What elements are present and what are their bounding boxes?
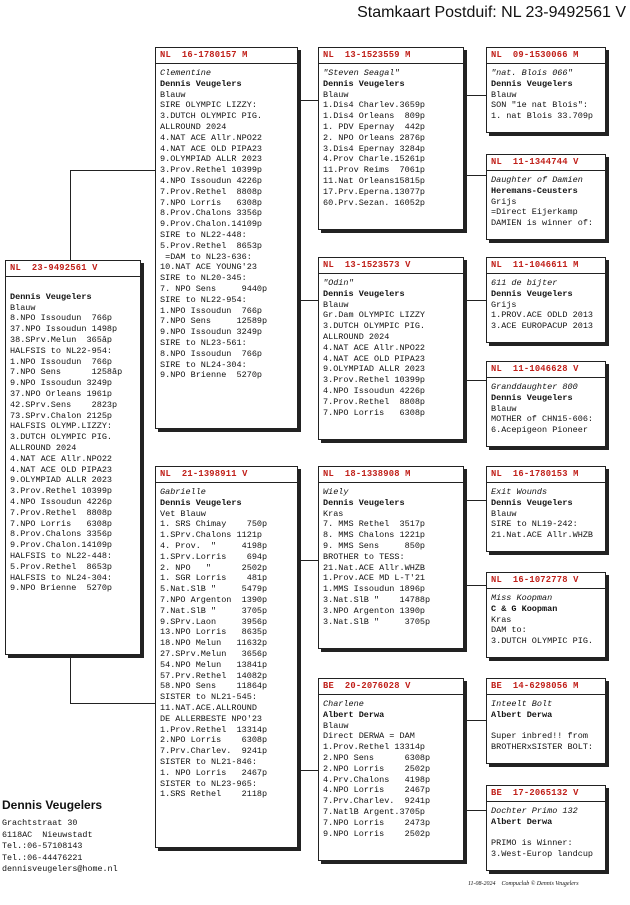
result-line: SISTER to NL21-545: [160, 692, 257, 703]
connector-line [466, 585, 486, 586]
result-line: HALFSIS to NL24-304: [10, 572, 113, 583]
result-line: SIRE to NL24-304: [160, 359, 247, 370]
result-line: 8. MMS Chalons 1221p [323, 530, 426, 541]
result-line: 9.OLYMPIAD ALLR 2023 [323, 364, 426, 375]
pigeon-color: Blauw [491, 403, 517, 414]
result-line: 1.SPrv.Lorris 694p [160, 551, 268, 562]
result-line: 38.SPrv.Melun 365âp [10, 334, 113, 345]
result-line: 54.NPO Melun 13841p [160, 659, 268, 670]
ring-number: NL 16-1780157 M [156, 50, 297, 64]
result-line: 4. Prov. " 4198p [160, 540, 268, 551]
ring-number: NL 13-1523573 V [319, 260, 463, 274]
result-line: 4.NAT ACE Allr.NPO22 [10, 453, 113, 464]
result-line: 13.NPO Lorris 8635p [160, 627, 268, 638]
owner-phone-2: Tel.:06-44476221 [2, 852, 83, 863]
result-line: 1.Prov.Rethel 13314p [323, 742, 426, 753]
connector-line [466, 380, 486, 381]
pigeon-color: Blauw [491, 508, 517, 519]
result-line: 1.NPO Issoudun 766p [10, 356, 113, 367]
breeder-name: Albert Derwa [491, 816, 553, 827]
result-line: 9.Prov.Chalon.14109p [160, 219, 263, 230]
result-line: 4.NAT ACE Allr.NPO22 [323, 342, 426, 353]
result-line: 57.Prv.Rethel 14082p [160, 670, 268, 681]
result-line: 7.Nat.SlB " 3705p [160, 605, 268, 616]
ring-number: NL 21-1398911 V [156, 469, 297, 483]
result-line: 42.SPrv.Sens 2823p [10, 399, 118, 410]
pigeon-color: Blauw [10, 302, 36, 313]
ring-number: NL 18-1338908 M [319, 469, 463, 483]
result-line: 1. SGR Lorris 481p [160, 573, 268, 584]
result-line: 2.NPO Lorris 2502p [323, 763, 431, 774]
pigeon-name: Charlene [323, 699, 364, 709]
result-line: HALFSIS to NL22-448: [10, 550, 113, 561]
pigeon-card-dam-sire-sire [486, 466, 606, 552]
connector-line [70, 655, 71, 703]
ring-number: NL 16-1780153 M [487, 469, 605, 483]
result-line: 8.NPO Issoudun 766p [10, 313, 113, 324]
pigeon-card-sire-sire-sire [486, 47, 606, 133]
result-line: 5.Prov.Rethel 8653p [10, 561, 113, 572]
pigeon-name: Dochter Primo 132 [491, 806, 578, 816]
pigeon-card-dam-dam-sire [486, 678, 606, 764]
ring-number: NL 09-1530066 M [487, 50, 605, 64]
ring-number: NL 11-1344744 V [487, 157, 605, 171]
ring-number: BE 20-2076028 V [319, 681, 463, 695]
pigeon-card-dam-dam [318, 678, 464, 861]
pigeon-name: Miss Koopman [491, 593, 553, 603]
result-line: 37.NPO Issoudun 1498p [10, 324, 118, 335]
pigeon-color: Blauw [323, 720, 349, 731]
pigeon-name: Inteelt Bolt [491, 699, 553, 709]
result-line: 7.NPO Lorris 6308p [160, 197, 263, 208]
result-line: 1. NPO Lorris 2467p [160, 767, 268, 778]
owner-phone-1: Tel.:06-57108143 [2, 841, 83, 852]
pigeon-color: Vet Blauw [160, 508, 206, 519]
result-line: Super inbred!! from [491, 731, 588, 742]
pigeon-name: "Odin" [323, 278, 354, 288]
breeder-name: Dennis Veugelers [323, 78, 405, 89]
result-line: 3.Dis4 Epernay 3284p [323, 143, 426, 154]
result-line: 6.Acepigeon Pioneer [491, 425, 588, 436]
result-line: DAM to: [491, 625, 527, 636]
breeder-name: Dennis Veugelers [491, 392, 573, 403]
connector-line [466, 300, 486, 301]
page-title: Stamkaart Postduif: NL 23-9492561 V [357, 4, 626, 21]
result-line: 3.DUTCH OLYMPIC PIG. [323, 321, 426, 332]
result-line: SIRE to NL23-561: [160, 337, 247, 348]
result-line: 1. nat Blois 33.709p [491, 111, 594, 122]
pigeon-card-sire [155, 47, 298, 429]
breeder-name: Heremans-Ceusters [491, 185, 578, 196]
result-line: 4.NPO Issoudun 4226p [160, 175, 263, 186]
result-line: 7.NPO Lorris 2473p [323, 817, 431, 828]
result-line: 3.DUTCH OLYMPIC PIG. [10, 432, 113, 443]
result-line: 7.NatlB Argent.3705p [323, 806, 426, 817]
result-line: 4.NAT ACE OLD PIPA23 [160, 143, 263, 154]
pigeon-color: Blauw [323, 299, 349, 310]
breeder-name: Dennis Veugelers [323, 497, 405, 508]
result-line: 1. PDV Epernay 442p [323, 121, 426, 132]
owner-postcode: 6118AC Nieuwstadt [2, 829, 93, 840]
ring-number: NL 11-1046628 V [487, 364, 605, 378]
result-line: MOTHER of CHN15-606: [491, 414, 594, 425]
result-line: 3.DUTCH OLYMPIC PIG. [491, 636, 594, 647]
breeder-name: Dennis Veugelers [491, 497, 573, 508]
pigeon-card-dam [155, 466, 298, 848]
result-line: 7.Prv.Charlev. 9241p [160, 746, 268, 757]
result-line: 60.Prv.Sezan. 16052p [323, 197, 426, 208]
pigeon-name: Clementine [160, 68, 212, 78]
pigeon-color: Blauw [160, 89, 186, 100]
breeder-name: Albert Derwa [323, 709, 385, 720]
result-line: 3.DUTCH OLYMPIC PIG. [160, 111, 263, 122]
result-line: 4.NPO Issoudun 4226p [323, 385, 426, 396]
pigeon-color: Grijs [491, 299, 517, 310]
connector-line [466, 175, 486, 176]
result-line: 3.Nat.SlB " 3705p [323, 616, 431, 627]
result-line: BROTHERxSISTER BOLT: [491, 742, 594, 753]
result-line: 3.Prov.Rethel 10399p [10, 486, 113, 497]
owner-address: Grachtstraat 30 [2, 818, 78, 828]
result-line: SIRE to NL19-242: [491, 519, 578, 530]
result-line: 7.NPO Argenton 1390p [160, 594, 268, 605]
ring-number: NL 16-1072778 V [487, 575, 605, 589]
result-line: 4.NAT ACE OLD PIPA23 [10, 464, 113, 475]
connector-line [296, 100, 318, 101]
result-line: 58.NPO Sens 11864p [160, 681, 268, 692]
breeder-name: Dennis Veugelers [323, 288, 405, 299]
pigeon-card-main [5, 260, 141, 655]
owner-name: Dennis Veugelers [2, 798, 103, 812]
result-line: 1. SRS Chimay 750p [160, 519, 268, 530]
pigeon-name [10, 281, 136, 292]
result-line: 9.NPO Lorris 2502p [323, 828, 431, 839]
result-line: 27.SPrv.Melun 3656p [160, 648, 268, 659]
ring-number: NL 13-1523559 M [319, 50, 463, 64]
result-line: 8.NPO Issoudun 766p [160, 348, 263, 359]
ring-number: BE 17-2065132 V [487, 788, 605, 802]
result-line: Gr.Dam OLYMPIC LIZZY [323, 310, 426, 321]
result-line: 9.OLYMPIAD ALLR 2023 [10, 475, 113, 486]
pigeon-name: "nat. Blois 066" [491, 68, 573, 78]
result-line: 73.SPrv.Chalon 2125p [10, 410, 113, 421]
connector-line [466, 95, 486, 96]
pigeon-card-dam-sire [318, 466, 464, 649]
pigeon-color: Kras [491, 614, 512, 625]
result-line: 21.Nat.ACE Allr.WHZB [323, 562, 426, 573]
connector-line [70, 170, 71, 263]
pigeon-card-dam-dam-dam [486, 785, 606, 871]
result-line: 21.Nat.ACE Allr.WHZB [491, 530, 594, 541]
result-line: 4.Prv.Chalons 4198p [323, 774, 431, 785]
result-line: 1.PROV.ACE ODLD 2013 [491, 310, 594, 321]
pigeon-color: Kras [323, 508, 344, 519]
result-line: 7.NPO Sens 12589p [160, 316, 268, 327]
result-line: ALLROUND 2024 [323, 331, 390, 342]
pigeon-name: "Steven Seagal" [323, 68, 400, 78]
pigeon-name: Gabrielle [160, 487, 206, 497]
connector-line [466, 720, 486, 721]
result-line: 11.NAT.ACE.ALLROUND [160, 702, 257, 713]
connector-line [296, 300, 318, 301]
result-line: 4.NPO Lorris 2467p [323, 785, 431, 796]
result-line: 11.Nat Orleans15815p [323, 175, 426, 186]
result-line: 11.Prov Reims 7061p [323, 165, 426, 176]
pigeon-name: Granddaughter 800 [491, 382, 578, 392]
result-line: 3.Prov.Rethel 10399p [160, 165, 263, 176]
result-line: ALLROUND 2024 [10, 442, 77, 453]
pigeon-color: Blauw [491, 89, 517, 100]
result-line: 5.Nat.SlB " 5479p [160, 584, 268, 595]
result-line: 7.NPO Lorris 6308p [323, 407, 426, 418]
ring-number: BE 14-6298056 M [487, 681, 605, 695]
pigeon-card-sire-sire [318, 47, 464, 230]
owner-email: dennisveugelers@home.nl [2, 864, 118, 875]
owner-info [2, 798, 152, 876]
result-line: 4.NPO Issoudun 4226p [10, 496, 113, 507]
breeder-name: Dennis Veugelers [10, 291, 92, 302]
ring-number: NL 23-9492561 V [6, 263, 140, 277]
result-line: 7. NPO Sens 9440p [160, 283, 268, 294]
pigeon-color [491, 721, 601, 732]
breeder-name: Dennis Veugelers [491, 288, 573, 299]
result-line: 2.NPO Lorris 6308p [160, 735, 268, 746]
result-line: 2. NPO " 2502p [160, 562, 268, 573]
result-line: ALLROUND 2024 [160, 121, 227, 132]
pigeon-card-sire-dam-dam [486, 361, 606, 447]
pigeon-card-sire-sire-dam [486, 154, 606, 240]
pigeon-color: Blauw [323, 89, 349, 100]
result-line: DAMIEN is winner of: [491, 218, 594, 229]
result-line: 4.NAT ACE OLD PIPA23 [323, 353, 426, 364]
breeder-name: C & G Koopman [491, 603, 558, 614]
result-line: 7.Prov.Rethel 8808p [160, 186, 263, 197]
result-line: 1.Dis4 Charlev.3659p [323, 100, 426, 111]
result-line: 7.Prv.Charlev. 9241p [323, 796, 431, 807]
connector-line [466, 810, 486, 811]
result-line: DE ALLERBESTE NPO'23 [160, 713, 263, 724]
result-line: 9.NPO Brienne 5270p [10, 583, 113, 594]
result-line: HALFSIS to NL22-954: [10, 345, 113, 356]
result-line: SIRE to NL22-954: [160, 294, 247, 305]
result-line: SIRE to NL22-448: [160, 229, 247, 240]
result-line: 17.Prv.Eperna.13077p [323, 186, 426, 197]
result-line: 1.Prov.Rethel 13314p [160, 724, 268, 735]
result-line: 9.NPO Issoudun 3249p [10, 378, 113, 389]
result-line: SISTER to NL21-846: [160, 756, 257, 767]
result-line: 8.Prov.Chalons 3356p [160, 208, 263, 219]
result-line: 1.SPrv.Chalons 1121p [160, 530, 263, 541]
pigeon-name: Wiely [323, 487, 349, 497]
result-line: 4.NAT ACE Allr.NPO22 [160, 132, 263, 143]
result-line: HALFSIS OLYMP.LIZZY: [10, 421, 113, 432]
result-line: 9.Prov.Chalon.14109p [10, 540, 113, 551]
result-line: 3.West-Europ landcup [491, 849, 594, 860]
result-line: =DAM to NL23-636: [160, 251, 252, 262]
connector-line [70, 703, 155, 704]
result-line: 3.Prov.Rethel 10399p [323, 375, 426, 386]
pigeon-color [491, 828, 601, 839]
result-line: 5.Prov.Rethel 8653p [160, 240, 263, 251]
pigeon-name: Exit Wounds [491, 487, 548, 497]
breeder-name: Dennis Veugelers [491, 78, 573, 89]
result-line: 37.NPO Orleans 1961p [10, 388, 113, 399]
result-line: SIRE to NL20-345: [160, 273, 247, 284]
breeder-name: Dennis Veugelers [160, 78, 242, 89]
result-line: 2. NPO Orleans 2876p [323, 132, 426, 143]
result-line: SON "1e nat Blois": [491, 100, 588, 111]
result-line: 9. MMS Sens 850p [323, 540, 426, 551]
pigeon-card-dam-sire-dam [486, 572, 606, 658]
connector-line [296, 770, 318, 771]
result-line: 1.SRS Rethel 2118p [160, 789, 268, 800]
result-line: 8.Prov.Chalons 3356p [10, 529, 113, 540]
result-line: 7. MMS Rethel 3517p [323, 519, 426, 530]
result-line: 9.NPO Issoudun 3249p [160, 327, 263, 338]
result-line: 1.MMS Issoudun 1896p [323, 584, 426, 595]
result-line: 9.OLYMPIAD ALLR 2023 [160, 154, 263, 165]
result-line: 4.Prov Charle.15261p [323, 154, 426, 165]
connector-line [296, 560, 318, 561]
result-line: 1.NPO Issoudun 766p [160, 305, 263, 316]
result-line: 1.Dis4 Orleans 809p [323, 111, 426, 122]
result-line: 7.NPO Sens 1258âp [10, 367, 123, 378]
result-line: 10.NAT ACE YOUNG'23 [160, 262, 257, 273]
breeder-name: Dennis Veugelers [160, 497, 242, 508]
result-line: 7.Prov.Rethel 8808p [323, 396, 426, 407]
result-line: 3.Nat.SlB " 14788p [323, 594, 431, 605]
pigeon-name: Daughter of Damien [491, 175, 583, 185]
result-line: BROTHER to TESS: [323, 551, 405, 562]
connector-line [466, 500, 486, 501]
result-line: 7.Prov.Rethel 8808p [10, 507, 113, 518]
result-line: Direct DERWA = DAM [323, 731, 415, 742]
pigeon-color: Grijs [491, 196, 517, 207]
result-line: PRIMO is Winner: [491, 838, 573, 849]
ring-number: NL 11-1046611 M [487, 260, 605, 274]
result-line: 3.NPO Argenton 1390p [323, 605, 426, 616]
result-line: 9.SPrv.Laon 3956p [160, 616, 268, 627]
connector-line [70, 170, 155, 171]
result-line: 7.NPO Lorris 6308p [10, 518, 113, 529]
result-line: 18.NPO Melun 11632p [160, 638, 268, 649]
result-line: 3.ACE EUROPACUP 2013 [491, 321, 594, 332]
result-line: 9.NPO Brienne 5270p [160, 370, 263, 381]
pigeon-card-sire-dam-sire [486, 257, 606, 343]
breeder-name: Albert Derwa [491, 709, 553, 720]
result-line: =Direct Eijerkamp [491, 207, 578, 218]
result-line: 2.NPO Sens 6308p [323, 752, 431, 763]
footer-credit: 11-08-2024 Compuclub © Dennis Veugelers [468, 881, 579, 887]
result-line: 1.Prov.ACE MD L-T'21 [323, 573, 426, 584]
result-line: SIRE OLYMPIC LIZZY: [160, 100, 257, 111]
pigeon-card-sire-dam [318, 257, 464, 440]
pigeon-name: 611 de bijter [491, 278, 558, 288]
result-line: SISTER to NL23-965: [160, 778, 257, 789]
